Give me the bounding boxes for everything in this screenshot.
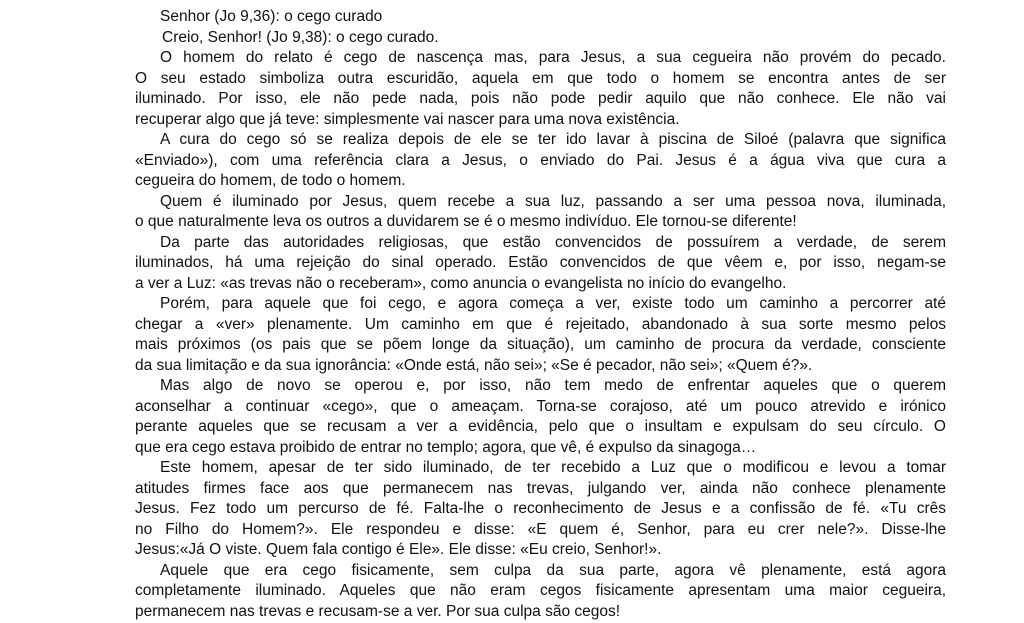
document-page — [135, 7, 946, 622]
text-line: o que naturalmente leva os outros a duvidarem se é o mesmo indivíduo. Ele tornou-se diferente! — [135, 213, 797, 230]
text-line: recuperar algo que já teve: simplesmente vai nascer para uma nova existência. — [135, 110, 680, 128]
text-line: Mas algo de novo se operou e, por isso, não tem medo de enfrentar aqueles que o querem — [160, 377, 946, 394]
text-line: no Filho do Homem?». Ele respondeu e disse: «E quem é, Senhor, para eu crer nele?». Disse-lhe — [135, 520, 946, 538]
heading-line-1: Senhor (Jo 9,36): o cego curado — [160, 8, 383, 25]
text-line: perante aqueles que se recusam a ver a evidência, pelo que o insultam e expulsam do seu círculo. O — [135, 418, 946, 435]
text-line: O homem do relato é cego de nascença mas, para Jesus, a sua cegueira não provém do pecado. — [160, 49, 946, 66]
text-line: A cura do cego só se realiza depois de ele se ter ido lavar à piscina de Siloé (palavra que significa — [160, 131, 946, 148]
text-line: Quem é iluminado por Jesus, quem recebe a sua luz, passando a ser uma pessoa nova, iluminada, — [160, 192, 946, 210]
text-line: Jesus. Fez todo um percurso de fé. Falta-lhe o reconhecimento de Jesus e a confissão de fé. «Tu crês — [135, 500, 946, 517]
text-line: iluminados, há uma rejeição do sinal operado. Estão convencidos de que vêem e, por isso, negam-se — [135, 254, 946, 271]
text-line: atitudes firmes face aos que permanecem nas trevas, julgando ver, ainda não conhece plenamente — [135, 479, 946, 497]
text-line: a ver a Luz: «as trevas não o receberam», como anuncia o evangelista no início do evangelho. — [135, 274, 787, 292]
heading-line-2: Creio, Senhor! (Jo 9,38): o cego curado. — [162, 28, 439, 46]
text-line: da sua limitação e da sua ignorância: «Onde está, não sei»; «Se é pecador, não sei»; «Quem é?». — [135, 356, 813, 374]
text-line: cegueira do homem, de todo o homem. — [135, 172, 406, 189]
text-line: Este homem, apesar de ter sido iluminado, de ter recebido a Luz que o modificou e levou a tomar — [160, 459, 946, 476]
text-line: chegar a «ver» plenamente. Um caminho em que é rejeitado, abandonado à sua sorte mesmo pelos — [135, 315, 946, 333]
text-line: que era cego estava proibido de entrar no templo; agora, que vê, é expulso da sinagoga… — [135, 438, 757, 456]
text-line: Porém, para aquele que foi cego, e agora começa a ver, existe todo um caminho a percorrer até — [160, 295, 946, 312]
text-line: O seu estado simboliza outra escuridão, aquela em que todo o homem se encontra antes de ser — [135, 69, 946, 87]
text-line: aconselhar a continuar «cego», que o ameaçam. Torna-se corajoso, até um pouco atrevido e irónico — [135, 397, 946, 415]
text-line: iluminado. Por isso, ele não pede nada, pois não pode pedir aquilo que não conhece. Ele não vai — [135, 90, 946, 107]
text-line: Aquele que era cego fisicamente, sem culpa da sua parte, agora vê plenamente, está agora — [160, 561, 946, 579]
text-line: mais próximos (os pais que se põem longe da situação), um caminho de procura da verdade, consciente — [135, 336, 946, 353]
text-line: permanecem nas trevas e recusam-se a ver. Por sua culpa são cegos! — [135, 602, 621, 620]
text-line: Da parte das autoridades religiosas, que estão convencidos de possuírem a verdade, de serem — [160, 233, 946, 251]
text-line: Jesus:«Já O viste. Quem fala contigo é Ele». Ele disse: «Eu creio, Senhor!». — [135, 541, 662, 558]
text-line: «Enviado»), com uma referência clara a Jesus, o enviado do Pai. Jesus é a água viva que cura a — [135, 151, 946, 169]
text-line: completamente iluminado. Aqueles que não eram cegos fisicamente apresentam uma maior cegueira, — [135, 582, 946, 599]
